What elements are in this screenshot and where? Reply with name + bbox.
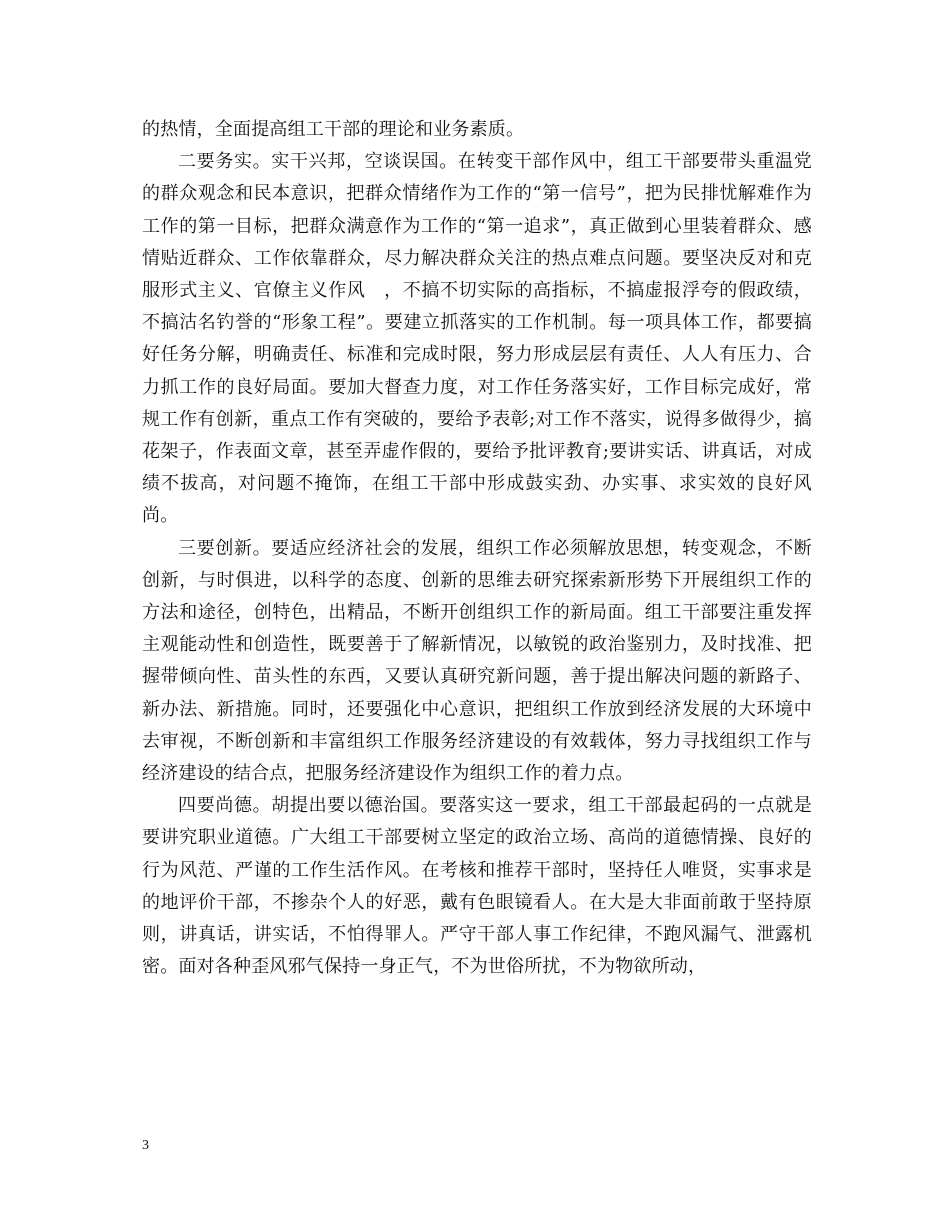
page-number: 3 bbox=[142, 1138, 149, 1153]
paragraph-chuangxin: 三要创新。要适应经济社会的发展，组织工作必须解放思想，转变观念，不断创新，与时俱进，以科学的态度、创新的思维去研究探索新形势下开展组织工作的方法和途径，创特色，出精品，不断开创组织工作的新局面。组工干部要注重发挥主观能动性和创造性，既要善于了解新情况，以敏锐的政治鉴别力，及时找准、把握带倾向性、苗头性的东西，又要认真研究新问题，善于提出解决问题的新路子、新办法、新措施。同时，还要强化中心意识，把组织工作放到经济发展的大环境中去审视，不断创新和丰富组织工作服务经济建设的有效载体，努力寻找组织工作与经济建设的结合点，把服务经济建设作为组织工作的着力点。 bbox=[142, 537, 812, 785]
paragraph-shangde: 四要尚德。胡提出要以德治国。要落实这一要求，组工干部最起码的一点就是要讲究职业道德。广大组工干部要树立坚定的政治立场、高尚的道德情操、良好的行为风范、严谨的工作生活作风。在考核和推荐干部时，坚持任人唯贤，实事求是的地评价干部，不掺杂个人的好恶，戴有色眼镜看人。在大是大非面前敢于坚持原则，讲真话，讲实话，不怕得罪人。严守干部人事工作纪律，不跑风漏气、泄露机密。面对各种歪风邪气保持一身正气，不为世俗所扰，不为物欲所动， bbox=[142, 795, 812, 978]
paragraph-wushi: 二要务实。实干兴邦，空谈误国。在转变干部作风中，组工干部要带头重温党的群众观念和民本意识，把群众情绪作为工作的“第一信号”，把为民排忧解难作为工作的第一目标，把群众满意作为工作的“第一追求”，真正做到心里装着群众、感情贴近群众、工作依靠群众，尽力解决群众关注的热点难点问题。要坚决反对和克服形式主义、官僚主义作风 ，不搞不切实际的高指标，不搞虚报浮夸的假政绩，不搞沽名钓誉的“形象工程”。要建立抓落实的工作机制。每一项具体工作，都要搞好任务分解，明确责任、标准和完成时限，努力形成层层有责任、人人有压力、合力抓工作的良好局面。要加大督查力度，对工作任务落实好，工作目标完成好，常规工作有创新，重点工作有突破的，要给予表彰;对工作不落实，说得多做得少，搞花架子，作表面文章，甚至弄虚作假的，要给予批评教育;要讲实话、讲真话，对成绩不拔高，对问题不掩饰，在组工干部中形成鼓实劲、办实事、求实效的良好风尚。 bbox=[142, 151, 812, 527]
body-text bbox=[142, 114, 812, 983]
paragraph-continuation: 的热情，全面提高组工干部的理论和业务素质。 bbox=[142, 119, 525, 140]
